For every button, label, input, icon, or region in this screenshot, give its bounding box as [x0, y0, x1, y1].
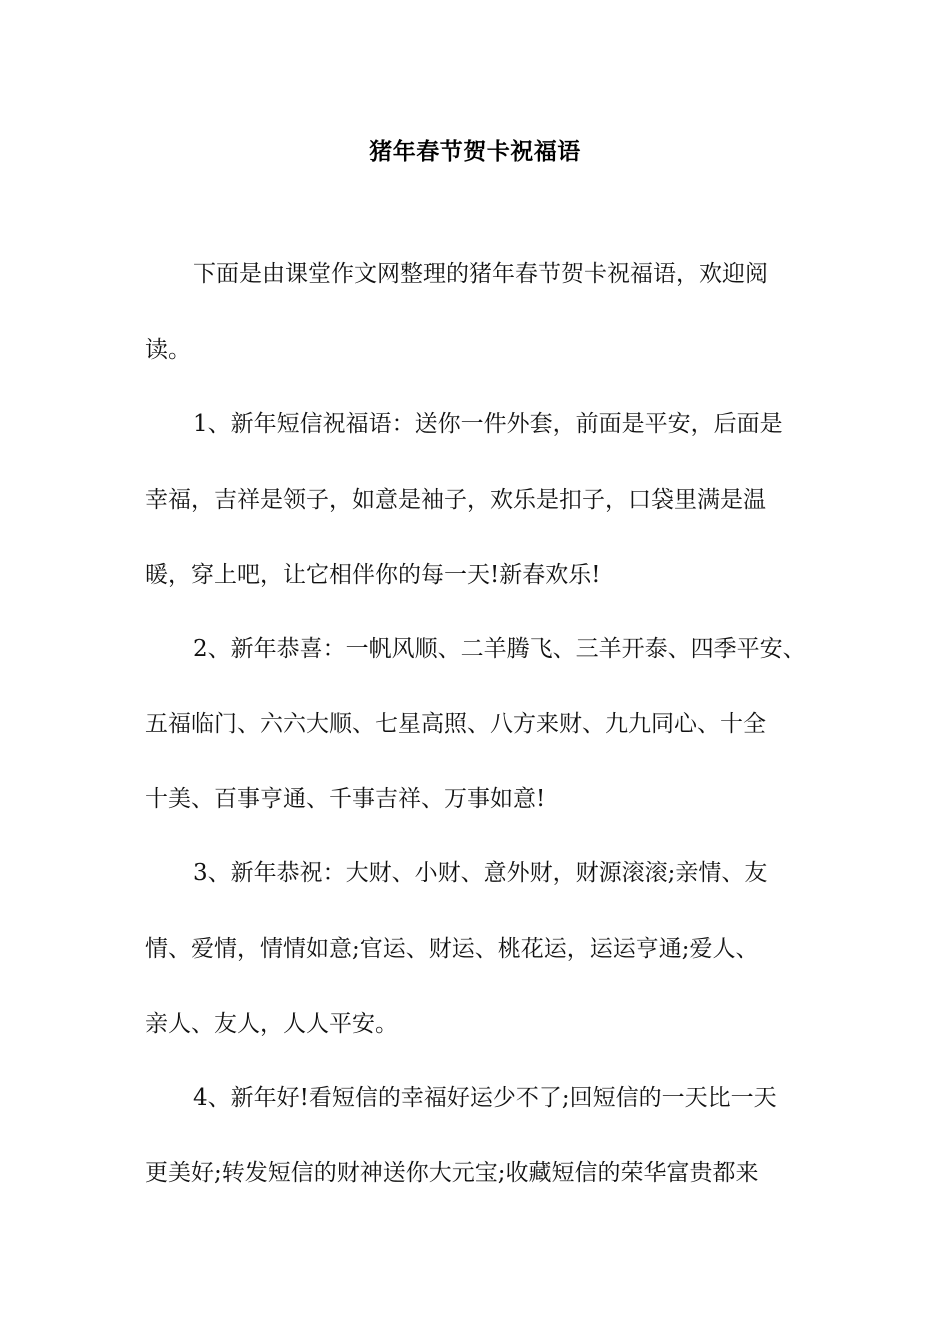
paragraph-intro-line-1: 下面是由课堂作文网整理的猪年春节贺卡祝福语，欢迎阅 — [193, 261, 768, 287]
paragraph-1-line-3: 暖，穿上吧，让它相伴你的每一天!新春欢乐! — [145, 562, 601, 588]
paragraph-2-line-3: 十美、百事亨通、千事吉祥、万事如意! — [145, 786, 546, 812]
paragraph-3-line-3: 亲人、友人，人人平安。 — [145, 1011, 398, 1037]
paragraph-intro-line-2: 读。 — [145, 337, 191, 363]
paragraph-2-line-1: 2、新年恭喜：一帆风顺、二羊腾飞、三羊开泰、四季平安、 — [193, 636, 806, 662]
paragraph-3-line-1: 3、新年恭祝：大财、小财、意外财，财源滚滚;亲情、友 — [193, 860, 768, 886]
paragraph-1-line-1: 1、新年短信祝福语：送你一件外套，前面是平安，后面是 — [193, 411, 783, 437]
paragraph-3-line-2: 情、爱情，情情如意;官运、财运、桃花运，运运亨通;爱人、 — [145, 936, 759, 962]
paragraph-4-line-1: 4、新年好!看短信的幸福好运少不了;回短信的一天比一天 — [193, 1085, 777, 1111]
paragraph-2-line-2: 五福临门、六六大顺、七星高照、八方来财、九九同心、十全 — [145, 711, 766, 737]
paragraph-4-line-2: 更美好;转发短信的财神送你大元宝;收藏短信的荣华富贵都来 — [145, 1160, 759, 1186]
paragraph-1-line-2: 幸福，吉祥是领子，如意是袖子，欢乐是扣子，口袋里满是温 — [145, 487, 766, 513]
document-title: 猪年春节贺卡祝福语 — [369, 139, 581, 165]
